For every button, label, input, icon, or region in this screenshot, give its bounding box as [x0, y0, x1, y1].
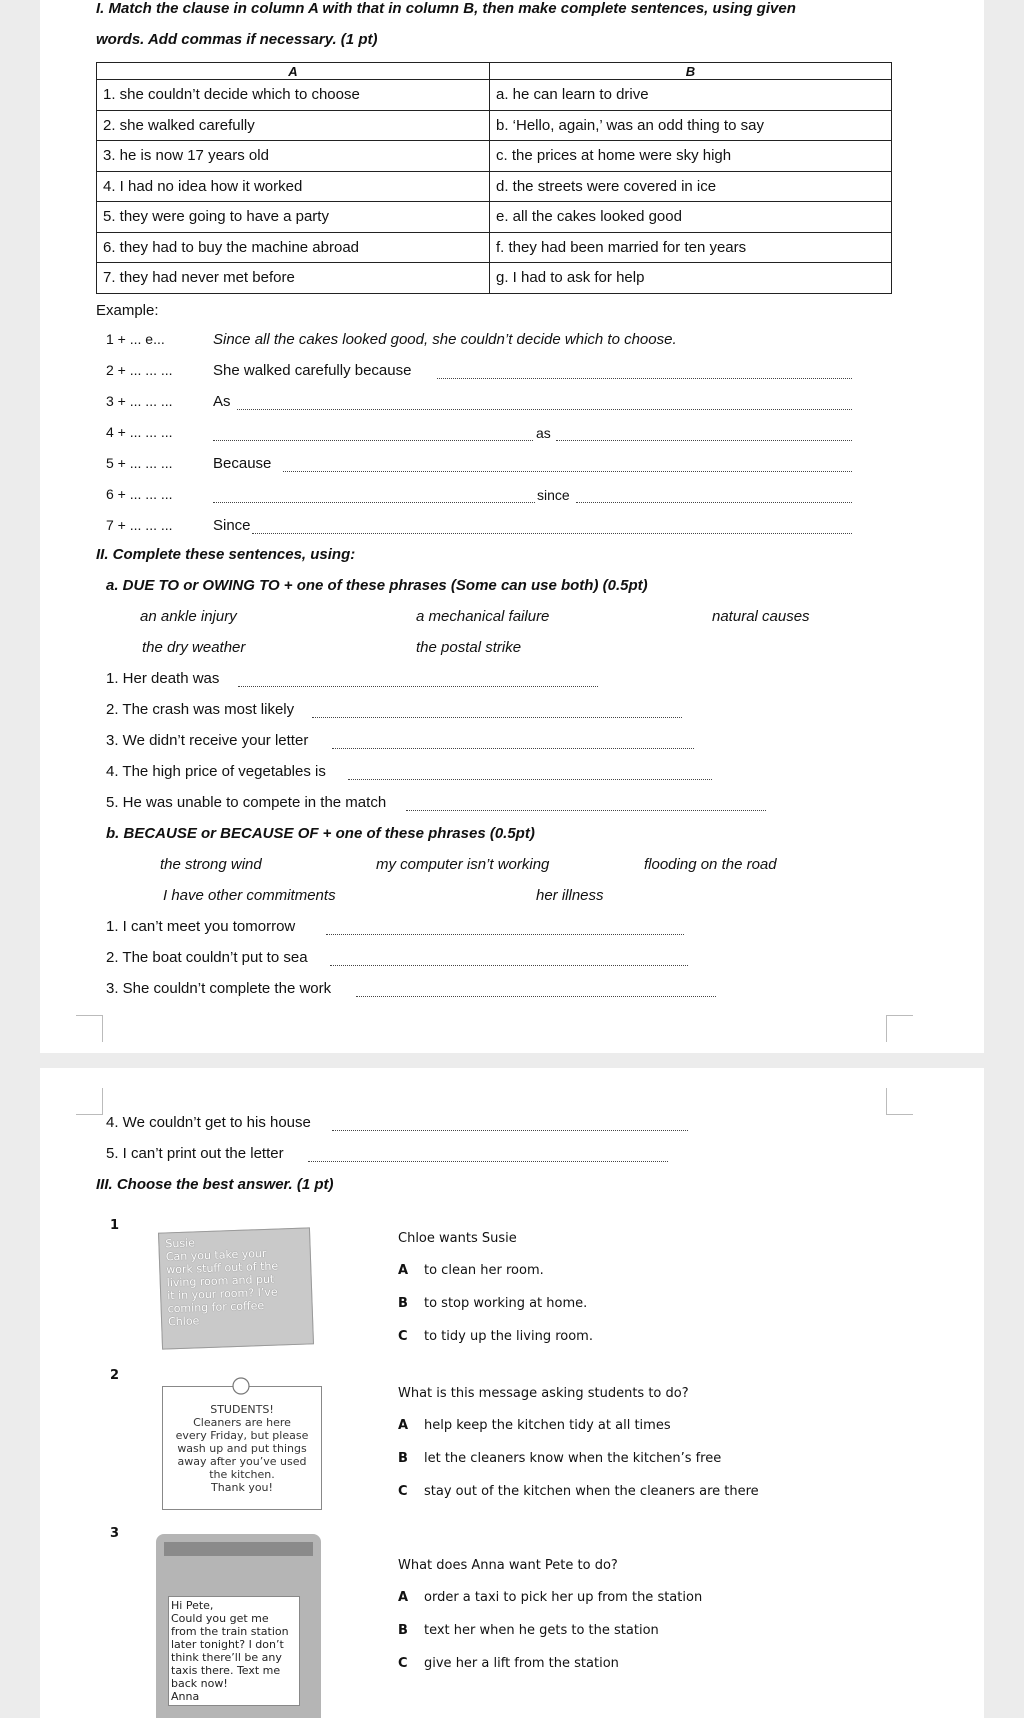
- table-row: [97, 110, 892, 141]
- option-text: stay out of the kitchen when the cleaners are there: [424, 1484, 759, 1499]
- answer-line[interactable]: [326, 934, 684, 935]
- table-row: [97, 80, 892, 111]
- option-letter: A: [398, 1263, 409, 1278]
- note-image: [162, 1386, 322, 1510]
- option-letter: A: [398, 1418, 409, 1433]
- clause-b: c. the prices at home were sky high: [490, 141, 892, 172]
- answer-line[interactable]: [356, 996, 716, 997]
- answer-prompt: Because: [213, 455, 272, 472]
- answer-option[interactable]: [398, 1656, 619, 1671]
- section1-heading-line2: words. Add commas if necessary. (1 pt): [96, 31, 378, 48]
- sentence-item: 2. The boat couldn’t put to sea: [106, 949, 308, 966]
- question-text: Chloe wants Susie: [398, 1231, 517, 1246]
- answer-option[interactable]: [398, 1484, 759, 1499]
- answer-connector: as: [536, 425, 551, 441]
- phrase: natural causes: [712, 608, 810, 625]
- answer-prompt: Since: [213, 517, 251, 534]
- option-text: order a taxi to pick her up from the station: [424, 1590, 703, 1605]
- matching-table: [96, 62, 892, 294]
- note-line: Chloe: [167, 1314, 200, 1329]
- clause-b: a. he can learn to drive: [490, 80, 892, 111]
- option-letter: B: [398, 1296, 408, 1311]
- column-a-header: A: [97, 63, 490, 80]
- option-text: give her a lift from the station: [424, 1656, 619, 1671]
- section2-heading: II. Complete these sentences, using:: [96, 546, 356, 563]
- note-line: Cleaners are here: [193, 1416, 291, 1429]
- clause-a: 5. they were going to have a party: [97, 202, 490, 233]
- crop-mark: [886, 1015, 913, 1042]
- answer-key: 4 + ... ... ...: [106, 424, 173, 440]
- phrase: a mechanical failure: [416, 608, 550, 625]
- note-line: wash up and put things: [177, 1442, 307, 1455]
- answer-connector: since: [537, 487, 570, 503]
- answer-key: 2 + ... ... ...: [106, 362, 173, 378]
- answer-line[interactable]: [437, 378, 852, 379]
- table-row: [97, 232, 892, 263]
- option-letter: C: [398, 1656, 408, 1671]
- note-line: Could you get me: [171, 1612, 269, 1625]
- note-line: taxis there. Text me: [171, 1664, 281, 1677]
- answer-option[interactable]: [398, 1623, 659, 1638]
- answer-line[interactable]: [556, 440, 852, 441]
- note-line: coming for coffee: [167, 1299, 265, 1316]
- note-line: Hi Pete,: [171, 1599, 214, 1612]
- table-row: [97, 263, 892, 294]
- clause-b: f. they had been married for ten years: [490, 232, 892, 263]
- phrase: flooding on the road: [644, 856, 777, 873]
- answer-option[interactable]: [398, 1590, 702, 1605]
- worksheet-page-2: [40, 1068, 984, 1718]
- answer-line[interactable]: [283, 471, 852, 472]
- answer-key: 7 + ... ... ...: [106, 517, 173, 533]
- clause-a: 1. she couldn’t decide which to choose: [97, 80, 490, 111]
- phrase: I have other commitments: [163, 887, 336, 904]
- sentence-item: 3. She couldn’t complete the work: [106, 980, 332, 997]
- note-line: later tonight? I don’t: [171, 1638, 284, 1651]
- answer-option[interactable]: [398, 1418, 671, 1433]
- phrase: the dry weather: [142, 639, 246, 656]
- note-line: think there’ll be any: [171, 1651, 282, 1664]
- clause-a: 3. he is now 17 years old: [97, 141, 490, 172]
- sentence-item: 3. We didn’t receive your letter: [106, 732, 309, 749]
- section3-heading: III. Choose the best answer. (1 pt): [96, 1176, 334, 1193]
- answer-line[interactable]: [213, 502, 535, 503]
- crop-mark: [76, 1015, 103, 1042]
- option-letter: C: [398, 1329, 408, 1344]
- answer-line[interactable]: [576, 502, 852, 503]
- note-line: back now!: [171, 1677, 228, 1690]
- section2a-heading: a. DUE TO or OWING TO + one of these phrases (Some can use both) (0.5pt): [106, 577, 648, 594]
- option-text: help keep the kitchen tidy at all times: [424, 1418, 671, 1433]
- clause-b: e. all the cakes looked good: [490, 202, 892, 233]
- clause-a: 2. she walked carefully: [97, 110, 490, 141]
- note-line: STUDENTS!: [210, 1403, 274, 1416]
- answer-line[interactable]: [348, 779, 712, 780]
- sentence-item: 1. I can’t meet you tomorrow: [106, 918, 296, 935]
- answer-option[interactable]: [398, 1296, 587, 1311]
- clause-a: 7. they had never met before: [97, 263, 490, 294]
- column-b-header: B: [490, 63, 892, 80]
- answer-option[interactable]: [398, 1451, 721, 1466]
- worksheet-page-1: [40, 0, 984, 1053]
- example-sentence: Since all the cakes looked good, she couldn’t decide which to choose.: [213, 331, 677, 348]
- note-line: from the train station: [171, 1625, 289, 1638]
- phrase: my computer isn’t working: [376, 856, 550, 873]
- answer-line[interactable]: [406, 810, 766, 811]
- phone-image: [156, 1534, 321, 1718]
- section2b-heading: b. BECAUSE or BECAUSE OF + one of these phrases (0.5pt): [106, 825, 535, 842]
- note-line: Anna: [171, 1690, 200, 1703]
- note-line: Susie: [165, 1236, 196, 1251]
- answer-line[interactable]: [237, 409, 852, 410]
- note-image: [158, 1227, 314, 1349]
- phone-status-bar: [164, 1542, 313, 1556]
- note-line: living room and put: [166, 1272, 275, 1290]
- option-letter: B: [398, 1451, 408, 1466]
- answer-option[interactable]: [398, 1329, 593, 1344]
- question-text: What does Anna want Pete to do?: [398, 1558, 618, 1573]
- phrase: the postal strike: [416, 639, 522, 656]
- answer-line[interactable]: [238, 686, 598, 687]
- sentence-item: 5. He was unable to compete in the match: [106, 794, 387, 811]
- crop-mark: [886, 1088, 913, 1115]
- table-row: [97, 141, 892, 172]
- question-number: 2: [110, 1368, 120, 1383]
- clause-b: g. I had to ask for help: [490, 263, 892, 294]
- table-row: [97, 202, 892, 233]
- answer-line[interactable]: [332, 1130, 688, 1131]
- option-letter: B: [398, 1623, 408, 1638]
- question-number: 3: [110, 1526, 120, 1541]
- pin-icon: [221, 1375, 261, 1397]
- note-line: Can you take your: [165, 1246, 267, 1264]
- note-line: away after you’ve used: [177, 1455, 307, 1468]
- question-text: What is this message asking students to do?: [398, 1386, 689, 1401]
- phrase: the strong wind: [160, 856, 262, 873]
- option-text: to tidy up the living room.: [424, 1329, 593, 1344]
- answer-line[interactable]: [213, 440, 533, 441]
- sentence-item: 4. The high price of vegetables is: [106, 763, 326, 780]
- note-line: the kitchen.: [209, 1468, 275, 1481]
- answer-prompt: As: [213, 393, 231, 410]
- sentence-item: 2. The crash was most likely: [106, 701, 295, 718]
- crop-mark: [76, 1088, 103, 1115]
- phrase: her illness: [536, 887, 604, 904]
- question-number: 1: [110, 1218, 120, 1233]
- example-label: Example:: [96, 302, 159, 319]
- note-line: every Friday, but please: [175, 1429, 309, 1442]
- answer-key: 6 + ... ... ...: [106, 486, 173, 502]
- answer-line[interactable]: [332, 748, 694, 749]
- note-line: work stuff out of the: [166, 1259, 279, 1277]
- answer-key: 3 + ... ... ...: [106, 393, 173, 409]
- clause-a: 6. they had to buy the machine abroad: [97, 232, 490, 263]
- option-letter: C: [398, 1484, 408, 1499]
- answer-prompt: She walked carefully because: [213, 362, 412, 379]
- note-line: Thank you!: [211, 1481, 273, 1494]
- section1-heading-line1: I. Match the clause in column A with that in column B, then make complete sentences, using given: [96, 0, 796, 17]
- table-row: [97, 171, 892, 202]
- answer-line[interactable]: [330, 965, 688, 966]
- phrase: an ankle injury: [140, 608, 237, 625]
- answer-line[interactable]: [308, 1161, 668, 1162]
- note-line: it in your room? I’ve: [166, 1285, 278, 1303]
- example-key: 1 + ... e...: [106, 331, 165, 347]
- option-text: text her when he gets to the station: [424, 1623, 659, 1638]
- option-text: to clean her room.: [424, 1263, 544, 1278]
- option-text: to stop working at home.: [424, 1296, 588, 1311]
- sentence-item: 4. We couldn’t get to his house: [106, 1114, 311, 1131]
- clause-a: 4. I had no idea how it worked: [97, 171, 490, 202]
- answer-line[interactable]: [312, 717, 682, 718]
- answer-key: 5 + ... ... ...: [106, 455, 173, 471]
- option-letter: A: [398, 1590, 409, 1605]
- sentence-item: 5. I can’t print out the letter: [106, 1145, 284, 1162]
- clause-b: d. the streets were covered in ice: [490, 171, 892, 202]
- option-text: let the cleaners know when the kitchen’s free: [424, 1451, 722, 1466]
- answer-line[interactable]: [252, 533, 852, 534]
- sentence-item: 1. Her death was: [106, 670, 220, 687]
- clause-b: b. ‘Hello, again,’ was an odd thing to say: [490, 110, 892, 141]
- answer-option[interactable]: [398, 1263, 544, 1278]
